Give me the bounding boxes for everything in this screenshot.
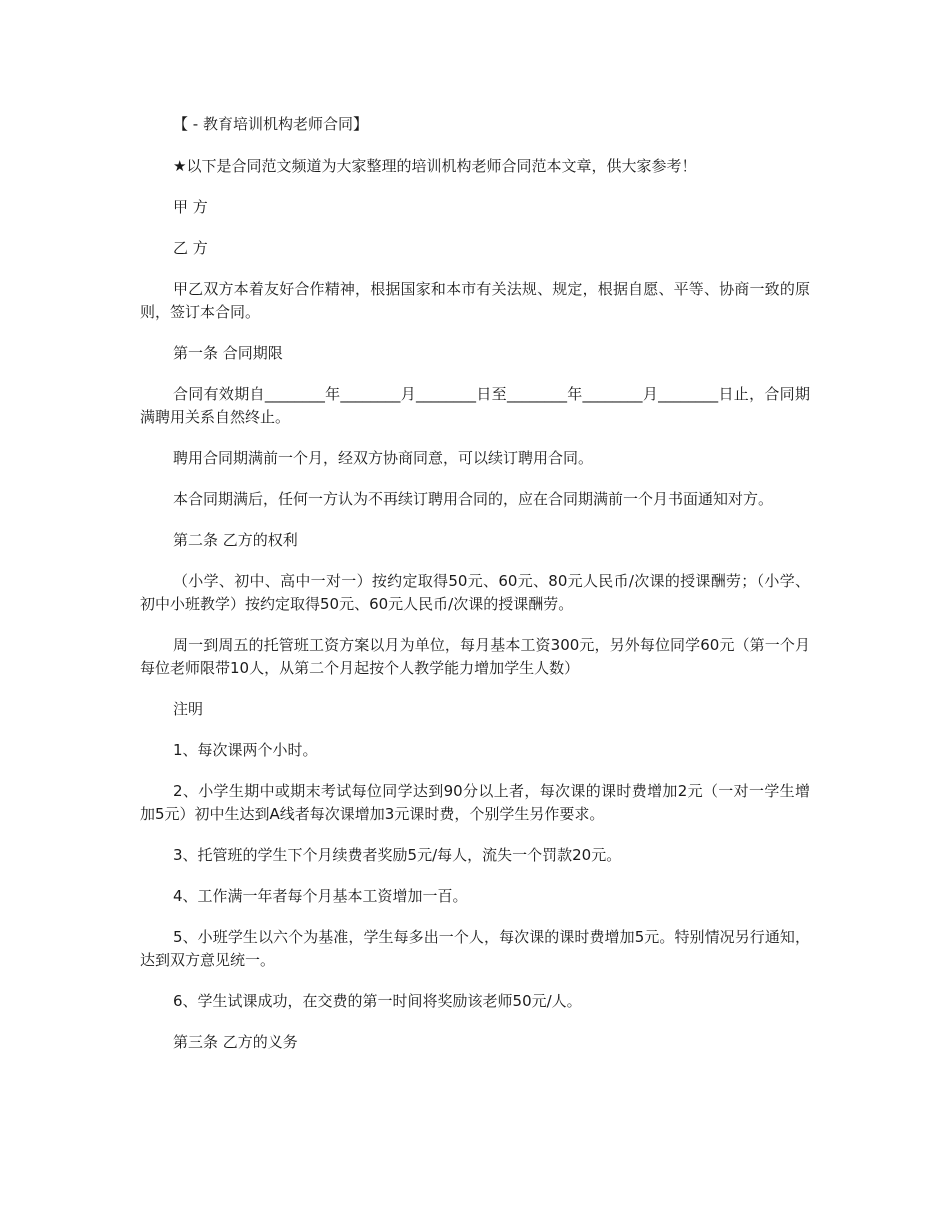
article2-salary-paragraph: 周一到周五的托管班工资方案以月为单位，每月基本工资300元，另外每位同学60元（第一个月每位老师限带10人，从第二个月起按个人教学能力增加学生人数） [140,636,810,677]
article2-fee-paragraph: （小学、初中、高中一对一）按约定取得50元、60元、80元人民币/次课的授课酬劳；（小学、初中小班教学）按约定取得50元、60元人民币/次课的授课酬劳。 [140,572,810,613]
note-item-3: 3、托管班的学生下个月续费者奖励5元/每人，流失一个罚款20元。 [173,846,622,864]
preamble-paragraph: 甲乙双方本着友好合作精神，根据国家和本市有关法规、规定，根据自愿、平等、协商一致的原则，签订本合同。 [140,280,810,321]
note-item-1: 1、每次课两个小时。 [173,741,318,759]
document-body [140,113,810,1072]
note-item-6: 6、学生试课成功，在交费的第一时间将奖励该老师50元/人。 [173,992,582,1010]
note-item-5: 5、小班学生以六个为基准，学生每多出一个人，每次课的课时费增加5元。特别情况另行通知，达到双方意见统一。 [140,928,810,969]
note-item-2: 2、小学生期中或期末考试每位同学达到90分以上者，每次课的课时费增加2元（一对一学生增加5元）初中生达到A线者每次课增加3元课时费，个别学生另作要求。 [140,782,810,823]
note-item-4: 4、工作满一年者每个月基本工资增加一百。 [173,887,468,905]
document-title: 【 - 教育培训机构老师合同】 [173,115,368,133]
article1-renewal-paragraph: 聘用合同期满前一个月，经双方协商同意，可以续订聘用合同。 [173,449,594,467]
article1-term-paragraph: 合同有效期自________年________月________日至________年________月________日止，合同期满聘用关系自然终止。 [140,385,810,426]
notes-heading: 注明 [173,700,204,718]
party-a-label: 甲 方 [173,198,208,216]
article1-notice-paragraph: 本合同期满后，任何一方认为不再续订聘用合同的，应在合同期满前一个月书面通知对方。 [173,490,774,508]
article3-heading: 第三条 乙方的义务 [173,1033,298,1051]
intro-paragraph: ★以下是合同范文频道为大家整理的培训机构老师合同范本文章，供大家参考！ [173,157,697,175]
article2-heading: 第二条 乙方的权利 [173,531,298,549]
party-b-label: 乙 方 [173,239,208,257]
article1-heading: 第一条 合同期限 [173,344,283,362]
